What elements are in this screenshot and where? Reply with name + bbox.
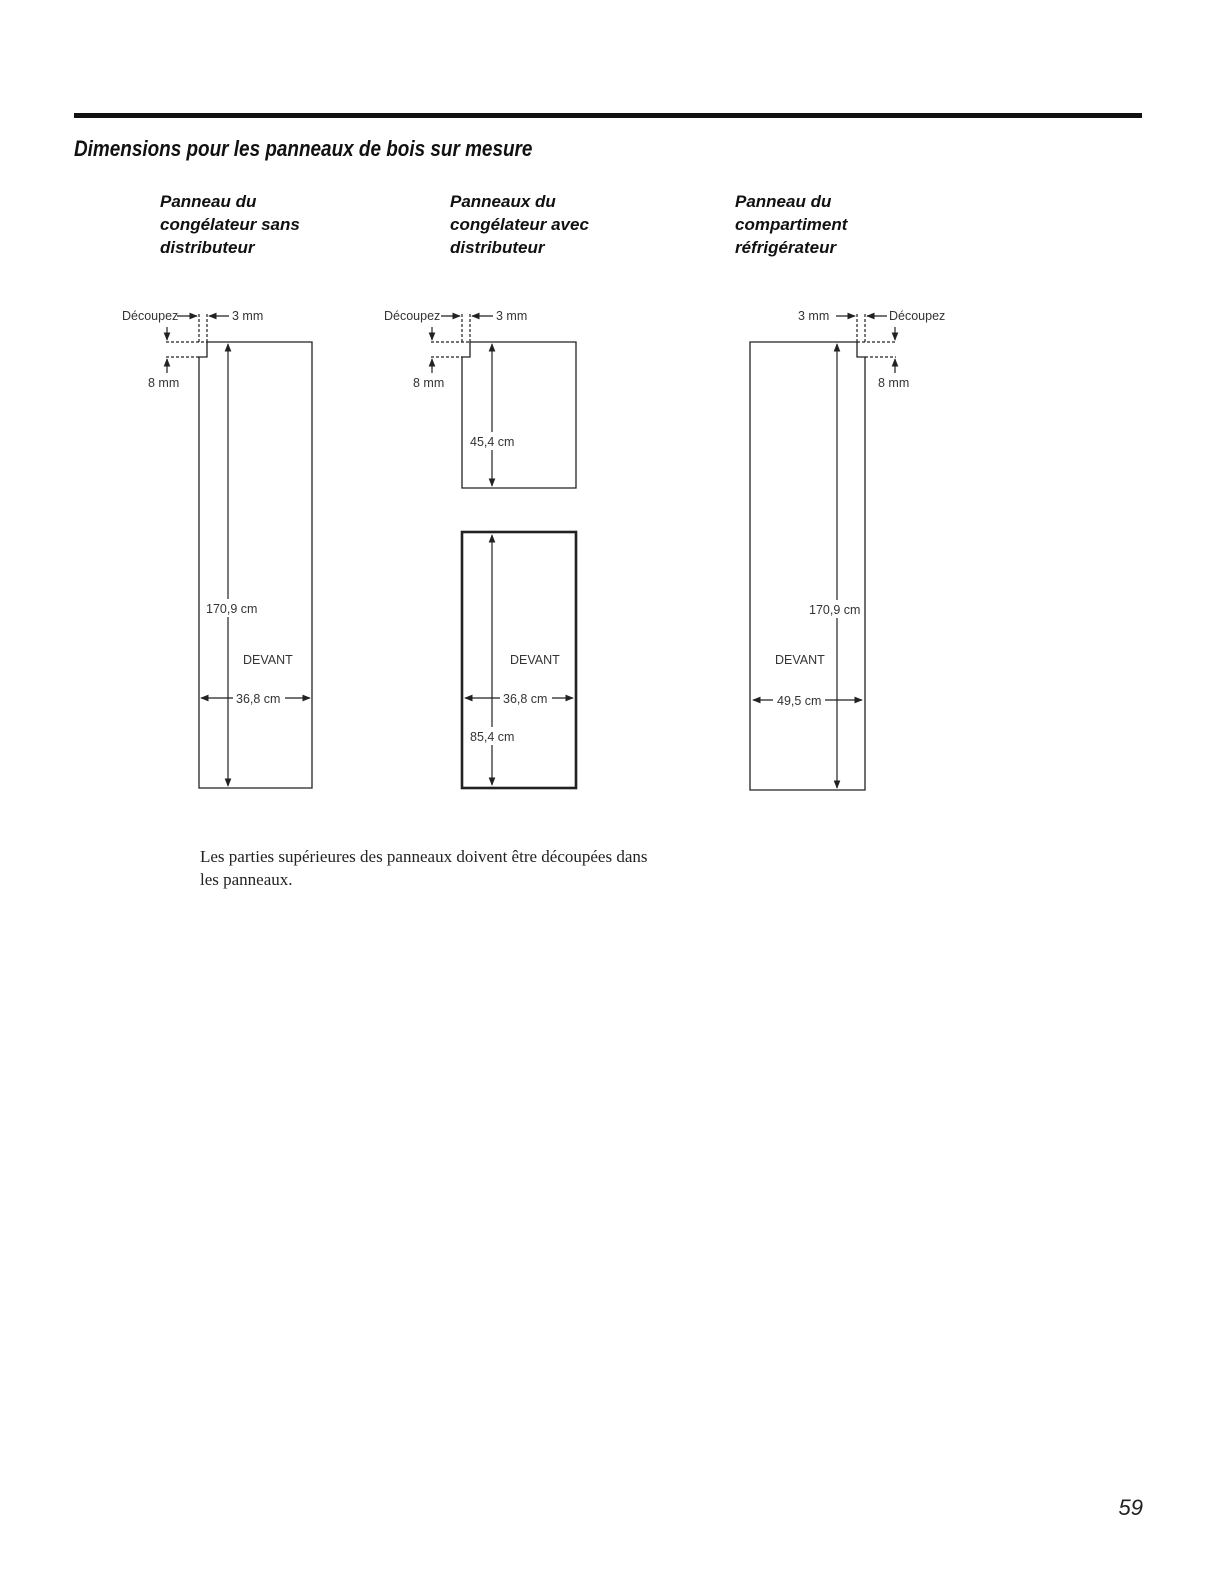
panel-3-outline [750, 342, 865, 790]
panel-1-title-line: Panneau du [160, 192, 257, 211]
panel-3-title-line: compartiment [735, 215, 848, 234]
panel-1-notch-height: 8 mm [148, 376, 180, 390]
panel-3-width-label: 49,5 cm [777, 694, 822, 708]
page-heading: Dimensions pour les panneaux de bois sur mesure [74, 136, 533, 161]
panel-2-title-line: Panneaux du [450, 192, 556, 211]
panel-3-height-label: 170,9 cm [809, 603, 861, 617]
panel-1-title-line: distributeur [160, 238, 255, 257]
panel-1-width-label: 36,8 cm [236, 692, 281, 706]
panel-2-upper-height-label: 45,4 cm [470, 435, 515, 449]
caption-note: Les parties supérieures des panneaux doivent être découpées dans les panneaux. [200, 847, 648, 889]
panel-2-width-label: 36,8 cm [503, 692, 548, 706]
panel-2-title-line: congélateur avec [450, 215, 589, 234]
panel-3-title-line: réfrigérateur [735, 238, 837, 257]
panel-1-notch-width: 3 mm [232, 309, 264, 323]
panel-1-title-line: congélateur sans [160, 215, 300, 234]
panel-3-title-line: Panneau du [735, 192, 832, 211]
panel-3-notch-width: 3 mm [798, 309, 830, 323]
page-number: 59 [1118, 1495, 1143, 1520]
panel-3-notch-height: 8 mm [878, 376, 910, 390]
panel-3-cut-label: Découpez [889, 309, 946, 323]
panel-3-diagram [750, 309, 945, 790]
panel-2-notch-height: 8 mm [413, 376, 445, 390]
panel-3-front-label: DEVANT [775, 653, 825, 667]
panel-1-cut-label: Découpez [122, 309, 179, 323]
panel-2-title-line: distributeur [450, 238, 545, 257]
panel-1-front-label: DEVANT [243, 653, 293, 667]
panel-1-height-label: 170,9 cm [206, 602, 258, 616]
panel-1-outline [199, 342, 312, 788]
panel-1-diagram [122, 309, 312, 788]
panel-2-front-label: DEVANT [510, 653, 560, 667]
panel-2-cut-label: Découpez [384, 309, 441, 323]
panel-2-upper-outline [462, 342, 576, 488]
panel-2-lower-height-label: 85,4 cm [470, 730, 515, 744]
panel-2-notch-width: 3 mm [496, 309, 528, 323]
panel-2-diagram [384, 309, 576, 788]
